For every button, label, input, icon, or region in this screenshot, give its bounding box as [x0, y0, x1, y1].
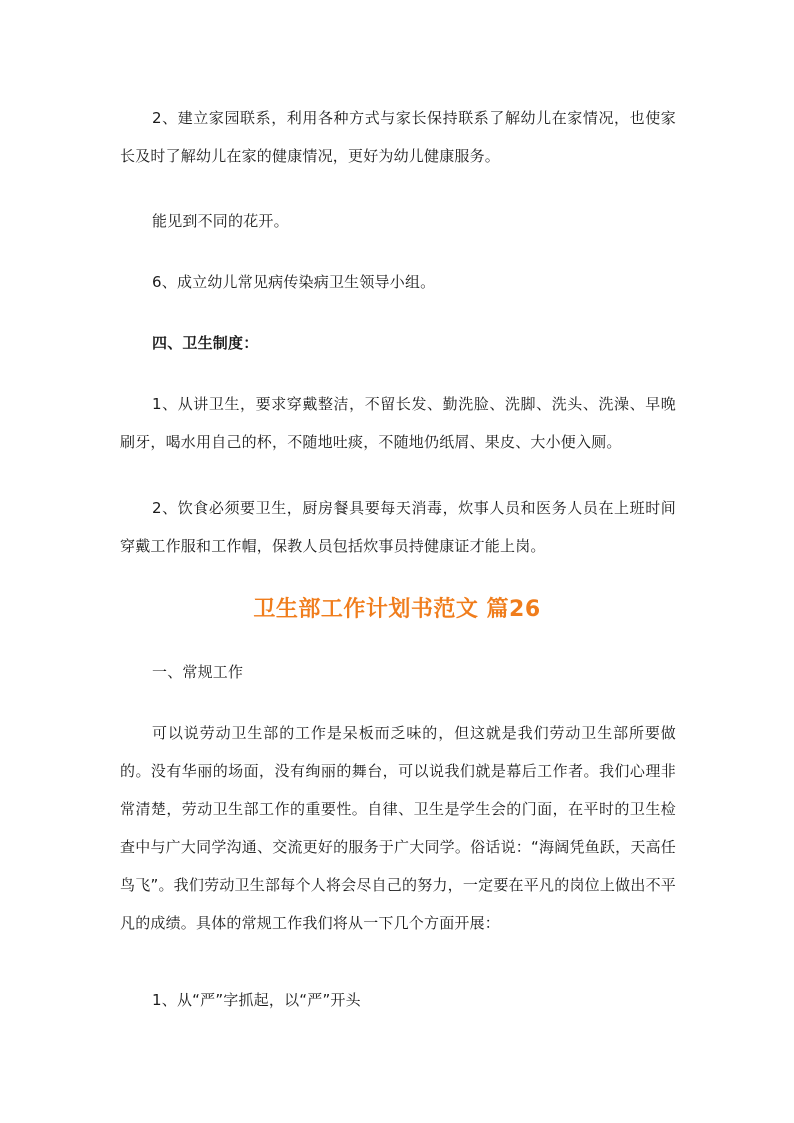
- section-title: 卫生部工作计划书范文 篇26: [253, 597, 541, 622]
- subheading-hygiene-system: 四、卫生制度：: [152, 334, 259, 352]
- paragraph-department-description: 可以说劳动卫生部的工作是呆板而乏味的，但这就是我们劳动卫生部所要做的。没有华丽的场面，没有绚丽的舞台，可以说我们就是幕后工作者。我们心理非常清楚，劳动卫生部工作的重要性。自律、卫生是学生会的门面，在平时的卫生检查中与广大同学沟通、交流更好的服务于广大同学。俗话说：“海阔凭鱼跃，天高任鸟飞”。我们劳动卫生部每个人将会尽自己的努力，一定要在平凡的岗位上做出不平凡的成绩。具体的常规工作我们将从一下几个方面开展：: [120, 724, 676, 932]
- paragraph-personal-hygiene: 1、从讲卫生，要求穿戴整洁，不留长发、勤洗脸、洗脚、洗头、洗澡、早晚刷牙，喝水用自己的杯，不随地吐痰，不随地仍纸屑、果皮、大小便入厕。: [120, 395, 676, 451]
- paragraph-routine-work: 一、常规工作: [152, 663, 244, 681]
- paragraph-food-hygiene: 2、饮食必须要卫生，厨房餐具要每天消毒，炊事人员和医务人员在上班时间穿戴工作服和工作帽，保教人员包括炊事员持健康证才能上岗。: [120, 499, 676, 555]
- paragraph-home-school-contact: 2、建立家园联系，利用各种方式与家长保持联系了解幼儿在家情况，也使家长及时了解幼儿在家的健康情况，更好为幼儿健康服务。: [120, 109, 676, 165]
- paragraph-flowers: 能见到不同的花开。: [152, 212, 289, 230]
- paragraph-leadership-group: 6、成立幼儿常见病传染病卫生领导小组。: [152, 273, 436, 291]
- paragraph-strict-start: 1、从“严”字抓起，以“严”开头: [152, 991, 361, 1009]
